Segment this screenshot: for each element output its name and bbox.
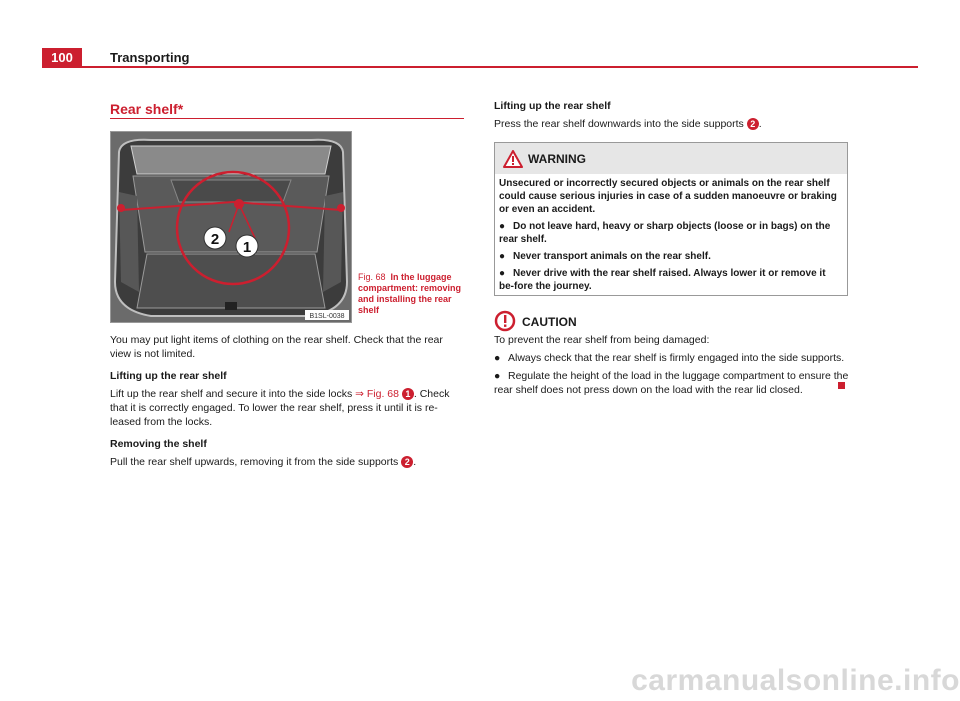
chapter-title: Transporting xyxy=(110,50,190,65)
callout-number-2b: 2 xyxy=(747,118,759,130)
warning-triangle-icon xyxy=(503,150,523,168)
bullet-icon: ● xyxy=(494,352,501,364)
caution-body xyxy=(494,333,850,401)
warning-title: WARNING xyxy=(528,152,586,166)
caution-bullet-text: Always check that the rear shelf is firmly engaged into the side supports. xyxy=(508,352,845,364)
callout-2: 2 xyxy=(210,231,220,248)
install-paragraph xyxy=(494,117,850,131)
header-divider xyxy=(82,66,918,68)
caution-bullet-text: Regulate the height of the load in the luggage compartment to ensure the rear shelf does not press down on the load with the rear lid closed. xyxy=(494,370,849,396)
remove-heading: Removing the shelf xyxy=(110,438,207,450)
figure-code: B1SL-0038 xyxy=(309,313,345,320)
caution-title: CAUTION xyxy=(522,315,577,329)
remove-end: . xyxy=(413,456,417,468)
warning-bullet-text: Never transport animals on the rear shelf. xyxy=(513,251,711,262)
section-divider xyxy=(110,118,464,119)
page-number: 100 xyxy=(42,48,82,68)
install-end: . xyxy=(758,118,762,130)
callout-number-2: 2 xyxy=(401,456,413,468)
luggage-compartment-figure xyxy=(110,131,352,323)
remove-paragraph xyxy=(110,455,464,469)
caution-bullet xyxy=(494,351,850,365)
bullet-icon: ● xyxy=(499,221,506,232)
bullet-icon: ● xyxy=(494,370,501,382)
warning-bullet xyxy=(499,250,843,263)
warning-bullet xyxy=(499,220,843,246)
figure-caption-label: Fig. 68 xyxy=(358,272,386,282)
caution-icon xyxy=(494,310,516,332)
warning-intro: Unsecured or incorrectly secured objects or animals on the rear shelf could cause serious injuries in case of a sudden manoeuvre or braking or even an accident. xyxy=(499,178,837,215)
lift-paragraph xyxy=(110,387,464,429)
section-end-marker xyxy=(838,382,845,389)
callout-1: 1 xyxy=(242,239,252,256)
install-text: Press the rear shelf downwards into the side supports xyxy=(494,118,747,130)
warning-body xyxy=(499,177,843,297)
warning-box xyxy=(494,142,848,296)
lift-text-1: Lift up the rear shelf and secure it into the side locks xyxy=(110,388,356,400)
watermark: carmanualsonline.info xyxy=(631,664,960,697)
caution-intro: To prevent the rear shelf from being damaged: xyxy=(494,334,710,346)
install-heading: Lifting up the rear shelf xyxy=(494,100,611,112)
callout-number-1: 1 xyxy=(402,388,414,400)
warning-bullet xyxy=(499,267,843,293)
lift-heading: Lifting up the rear shelf xyxy=(110,370,227,382)
bullet-icon: ● xyxy=(499,268,506,279)
remove-text: Pull the rear shelf upwards, removing it from the side supports xyxy=(110,456,402,468)
intro-paragraph: You may put light items of clothing on the rear shelf. Check that the rear view is not limited. xyxy=(110,334,443,360)
warning-bullet-text: Never drive with the rear shelf raised. Always lower it or remove it be-fore the journey. xyxy=(499,268,826,292)
section-title: Rear shelf* xyxy=(110,101,184,117)
warning-bullet-text: Do not leave hard, heavy or sharp objects (loose or in bags) on the rear shelf. xyxy=(499,221,831,245)
figure-caption xyxy=(358,272,466,316)
caution-bullet xyxy=(494,369,850,397)
figure-reference-link[interactable]: ⇒ Fig. 68 xyxy=(355,388,399,400)
figure-caption-text: In the luggage compartment: removing and installing the rear shelf xyxy=(358,272,462,315)
lift-text-2: . Check that it is correctly engaged. To lower the rear shelf, press it until it is re-leased from the locks. xyxy=(110,388,450,428)
bullet-icon: ● xyxy=(499,251,506,262)
luggage-compartment-illustration xyxy=(111,132,351,322)
warning-header xyxy=(495,143,847,174)
